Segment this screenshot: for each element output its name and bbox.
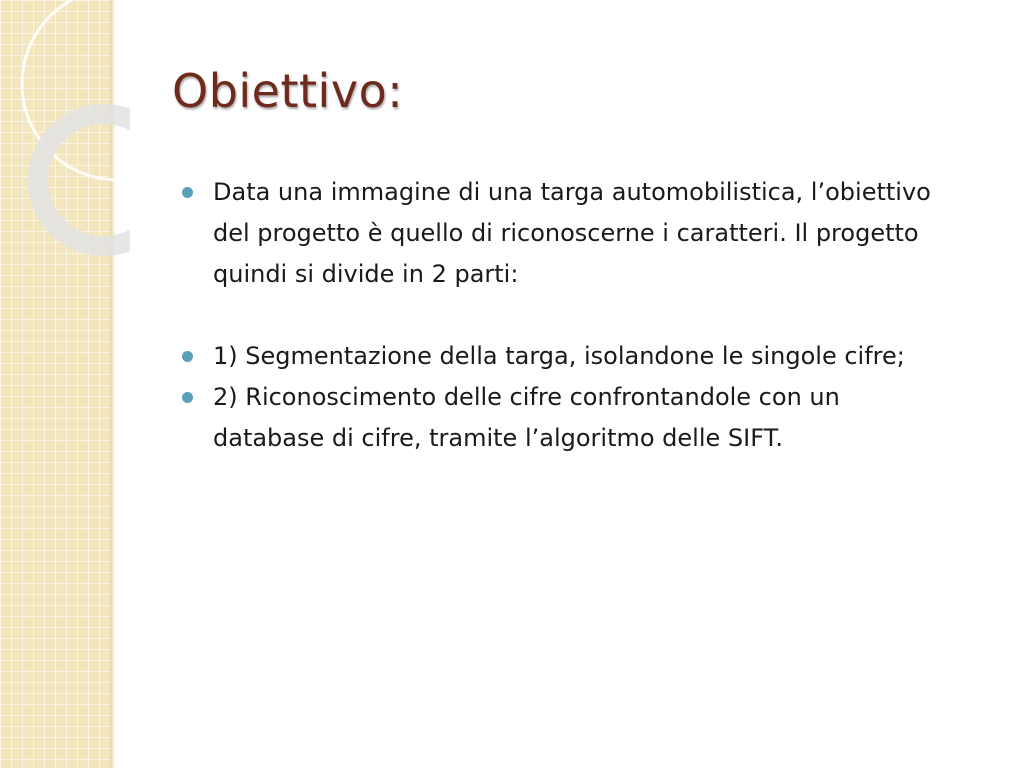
bullet-dot-icon bbox=[182, 187, 193, 198]
bullet-text: 2) Riconoscimento delle cifre confrontandole con un database di cifre, tramite l’algoritmo delle SIFT. bbox=[213, 383, 840, 452]
bullet-item bbox=[182, 336, 952, 377]
decorative-rings-icon bbox=[0, 0, 130, 260]
bullet-text: 1) Segmentazione della targa, isolandone le singole cifre; bbox=[213, 342, 905, 370]
bullet-text: Data una immagine di una targa automobilistica, l’obiettivo del progetto è quello di riconoscerne i caratteri. Il progetto quindi si divide in 2 parti: bbox=[213, 178, 931, 288]
bullet-item bbox=[182, 377, 952, 459]
bullet-item bbox=[182, 172, 952, 295]
bullet-list bbox=[182, 172, 952, 459]
slide-title: Obiettivo: bbox=[172, 64, 404, 118]
bullet-dot-icon bbox=[182, 392, 193, 403]
bullet-dot-icon bbox=[182, 351, 193, 362]
